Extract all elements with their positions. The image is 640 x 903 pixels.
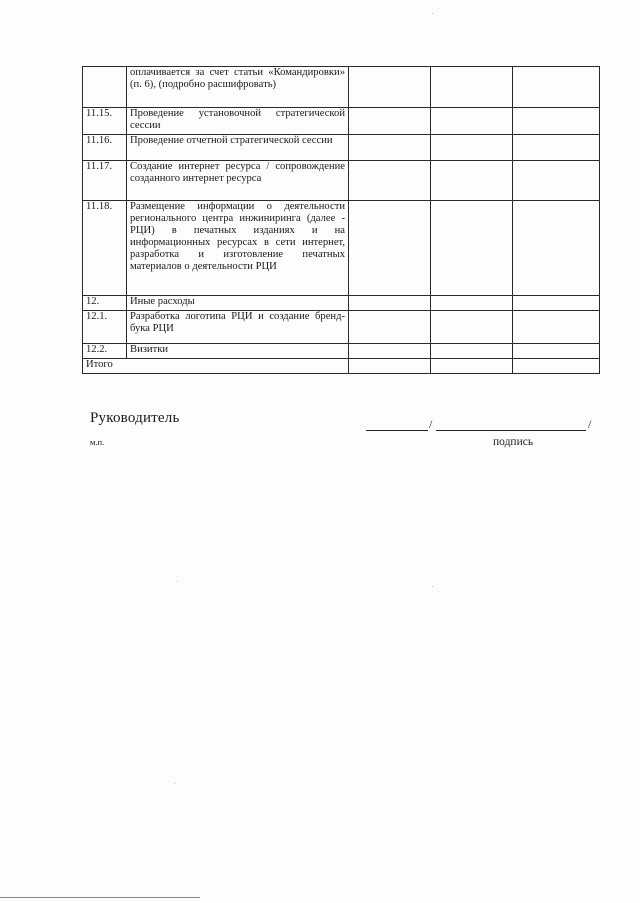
row-description: Размещение информации о деятельности регионального центра инжиниринга (далее - РЦИ) в печатных изданиях и на информационных ресурсах в сети интернет, разработка и изготовление печатных материалов о деятельности РЦИ xyxy=(127,201,349,296)
table-row xyxy=(83,135,600,161)
value-cell xyxy=(431,311,513,344)
signature-line xyxy=(366,415,597,431)
signature-blank xyxy=(366,430,428,431)
value-cell xyxy=(513,67,600,108)
value-cell xyxy=(431,135,513,161)
scan-speck xyxy=(432,13,433,14)
value-cell xyxy=(513,161,600,201)
value-cell xyxy=(349,344,431,359)
table-row xyxy=(83,67,600,108)
total-value-cell xyxy=(513,359,600,374)
value-cell xyxy=(349,161,431,201)
row-description: оплачивается за счет статьи «Командировки» (п. 6), (подробно расшифровать) xyxy=(127,67,349,108)
signature-separator: / xyxy=(588,417,592,431)
table-row xyxy=(83,201,600,296)
row-number: 12. xyxy=(83,296,127,311)
row-number xyxy=(83,67,127,108)
value-cell xyxy=(513,344,600,359)
value-cell xyxy=(513,135,600,161)
signature-separator: / xyxy=(429,417,433,431)
value-cell xyxy=(349,135,431,161)
table-row xyxy=(83,311,600,344)
row-description: Разработка логотипа РЦИ и создание бренд-бука РЦИ xyxy=(127,311,349,344)
total-label: Итого xyxy=(83,359,349,374)
value-cell xyxy=(349,201,431,296)
value-cell xyxy=(431,201,513,296)
table-row xyxy=(83,344,600,359)
value-cell xyxy=(431,67,513,108)
value-cell xyxy=(513,311,600,344)
value-cell xyxy=(513,296,600,311)
row-number: 11.17. xyxy=(83,161,127,201)
table-total-row xyxy=(83,359,600,374)
stamp-place-label: м.п. xyxy=(90,437,105,447)
scan-speck xyxy=(174,783,175,784)
table-row xyxy=(83,161,600,201)
total-value-cell xyxy=(431,359,513,374)
value-cell xyxy=(349,67,431,108)
row-description: Проведение отчетной стратегической сессии xyxy=(127,135,349,161)
value-cell xyxy=(513,108,600,135)
total-value-cell xyxy=(349,359,431,374)
row-number: 12.2. xyxy=(83,344,127,359)
row-number: 11.15. xyxy=(83,108,127,135)
table-row xyxy=(83,108,600,135)
table-row xyxy=(83,296,600,311)
scan-edge-line xyxy=(0,897,200,898)
value-cell xyxy=(431,108,513,135)
value-cell xyxy=(349,311,431,344)
row-description: Создание интернет ресурса / сопровождение созданного интернет ресурса xyxy=(127,161,349,201)
row-description: Визитки xyxy=(127,344,349,359)
scan-speck xyxy=(432,586,433,587)
manager-title: Руководитель xyxy=(90,410,180,426)
row-description: Проведение установочной стратегической сессии xyxy=(127,108,349,135)
expense-table xyxy=(82,66,600,374)
row-description: Иные расходы xyxy=(127,296,349,311)
signature-caption: подпись xyxy=(493,436,534,448)
row-number: 12.1. xyxy=(83,311,127,344)
row-number: 11.16. xyxy=(83,135,127,161)
value-cell xyxy=(349,108,431,135)
value-cell xyxy=(431,161,513,201)
scan-speck xyxy=(177,581,178,582)
value-cell xyxy=(513,201,600,296)
row-number: 11.18. xyxy=(83,201,127,296)
value-cell xyxy=(431,296,513,311)
value-cell xyxy=(431,344,513,359)
value-cell xyxy=(349,296,431,311)
name-blank xyxy=(436,430,586,431)
